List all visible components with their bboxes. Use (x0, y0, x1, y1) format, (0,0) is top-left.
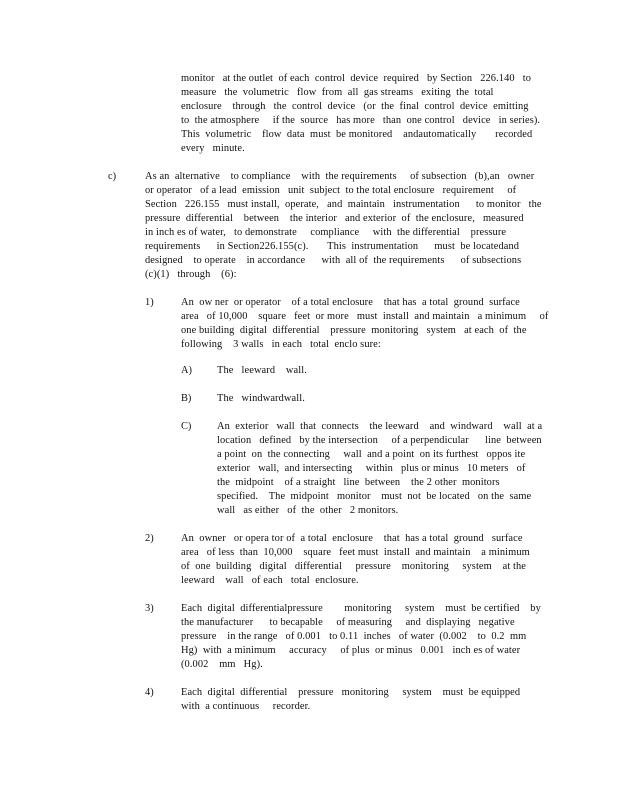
text-line: enclosure through the control device (or the final control device emitting (181, 101, 529, 112)
text-line: specified. The midpoint monitor must not be located on the same (217, 491, 532, 502)
text-line: area of less than 10,000 square feet must install and maintain a minimum (181, 547, 530, 558)
item-4-marker: 4) (145, 687, 154, 698)
sub-item-b-marker: B) (181, 393, 192, 404)
text-line: Section 226.155 must install, operate, and maintain instrumentation to monitor the (145, 199, 542, 210)
text-line: a point on the connecting wall and a point on its furthest oppos ite (217, 449, 526, 460)
text-line: location defined by the intersection of a perpendicular line between (217, 435, 542, 446)
text-line: Each digital differential pressure monitoring system must be equipped (181, 687, 521, 698)
text-line: wall as either of the other 2 monitors. (217, 505, 399, 516)
text-line: with a continuous recorder. (181, 701, 311, 712)
text-line: one building digital differential pressure monitoring system at each of the (181, 325, 527, 336)
text-line: following 3 walls in each total enclo sure: (181, 339, 381, 350)
text-line: An owner or opera tor of a total enclosure that has a total ground surface (181, 533, 523, 544)
text-line: requirements in Section226.155(c). This instrumentation must be locatedand (145, 241, 520, 252)
text-line: in inch es of water, to demonstrate compliance with the differential pressure (145, 227, 507, 238)
text-line: every minute. (181, 143, 245, 154)
text-line: to the atmosphere if the source has more than one control device in series). (181, 115, 541, 126)
sub-item-c-marker: C) (181, 421, 192, 432)
text-line: exterior wall, and intersecting within plus or minus 10 meters of (217, 463, 526, 474)
section-c-marker: c) (108, 171, 117, 182)
text-line: leeward wall of each total enclosure. (181, 575, 359, 586)
text-line: the manufacturer to becapable of measuring and displaying negative (181, 617, 515, 628)
text-line: An exterior wall that connects the leeward and windward wall at a (217, 421, 543, 432)
text-line: (c)(1) through (6): (145, 269, 237, 280)
text-line: Each digital differentialpressure monitoring system must be certified by (181, 603, 541, 614)
text-line: As an alternative to compliance with the requirements of subsection (b),an owner (145, 171, 535, 182)
item-1-marker: 1) (145, 297, 154, 308)
text-line: Hg) with a minimum accuracy of plus or minus 0.001 inch es of water (181, 645, 521, 656)
text-line: the midpoint of a straight line between the 2 other monitors (217, 477, 500, 488)
sub-item-a-marker: A) (181, 365, 192, 376)
text-line: This volumetric flow data must be monitored andautomatically recorded (181, 129, 533, 140)
text-line: The leeward wall. (217, 365, 307, 376)
text-line: measure the volumetric flow from all gas streams exiting the total (181, 87, 494, 98)
text-line: pressure differential between the interior and exterior of the enclosure, measured (145, 213, 524, 224)
text-line: pressure in the range of 0.001 to 0.11 inches of water (0.002 to 0.2 mm (181, 631, 527, 642)
text-line: An ow ner or operator of a total enclosure that has a total ground surface (181, 297, 520, 308)
text-line: area of 10,000 square feet or more must install and maintain a minimum of (181, 311, 549, 322)
text-line: (0.002 mm Hg). (181, 659, 263, 670)
item-2-marker: 2) (145, 533, 154, 544)
text-line: The windwardwall. (217, 393, 305, 404)
text-line: monitor at the outlet of each control device required by Section 226.140 to (181, 73, 532, 84)
text-line: designed to operate in accordance with all of the requirements of subsections (145, 255, 522, 266)
text-line: or operator of a lead emission unit subject to the total enclosure requirement of (145, 185, 517, 196)
text-line: of one building digital differential pressure monitoring system at the (181, 561, 526, 572)
item-3-marker: 3) (145, 603, 154, 614)
